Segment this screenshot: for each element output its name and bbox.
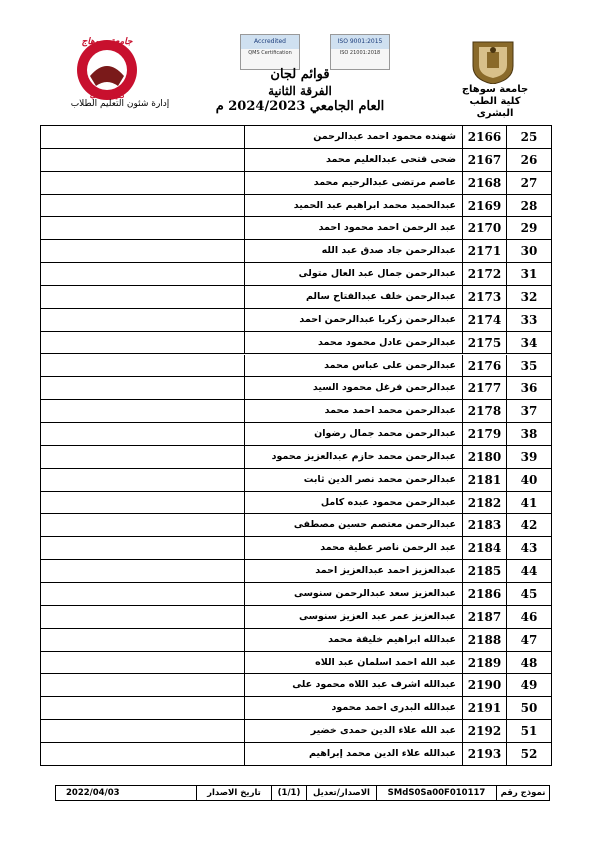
blank-cell [41, 629, 245, 652]
seat-number-cell: 2171 [463, 240, 507, 263]
table-row [41, 583, 551, 606]
blank-cell [41, 560, 245, 583]
student-name-cell: عبدالرحمن خلف عبدالفتاح سالم [245, 286, 463, 309]
blank-cell [41, 697, 245, 720]
table-row [41, 560, 551, 583]
seat-number-cell: 2181 [463, 469, 507, 492]
seat-number-cell: 2187 [463, 606, 507, 629]
university-seal [468, 38, 518, 84]
title-line-1: قوائم لجان [270, 67, 330, 82]
seat-number-cell: 2178 [463, 400, 507, 423]
faculty-title: كلية الطب البشرى [469, 96, 521, 119]
student-name-cell: عبدالعزيز عمر عبد العزيز سنوسى [245, 606, 463, 629]
blank-cell [41, 514, 245, 537]
seat-number-cell: 2180 [463, 446, 507, 469]
blank-cell [41, 583, 245, 606]
seat-number-cell: 2191 [463, 697, 507, 720]
seat-number-cell: 2184 [463, 537, 507, 560]
blank-cell [41, 126, 245, 149]
student-name-cell: شهنده محمود احمد عبدالرحمن [245, 126, 463, 149]
serial-number-cell: 30 [507, 240, 551, 263]
blank-cell [41, 286, 245, 309]
student-name-cell: عبدالرحمن محمد نصر الدين ثابت [245, 469, 463, 492]
blank-cell [41, 537, 245, 560]
serial-number-cell: 41 [507, 492, 551, 515]
blank-cell [41, 423, 245, 446]
serial-number-cell: 42 [507, 514, 551, 537]
serial-number-cell: 29 [507, 217, 551, 240]
table-row [41, 514, 551, 537]
student-name-cell: عبدالرحمن محمد احمد محمد [245, 400, 463, 423]
table-row [41, 743, 551, 766]
table-row [41, 469, 551, 492]
student-name-cell: عبدالرحمن معتصم حسين مصطفى [245, 514, 463, 537]
serial-number-cell: 50 [507, 697, 551, 720]
serial-number-cell: 45 [507, 583, 551, 606]
seat-number-cell: 2185 [463, 560, 507, 583]
table-row [41, 446, 551, 469]
iso-certification-badge: ISO 9001:2015 ISO 21001:2018 [330, 34, 390, 70]
student-name-cell: عبدالعزيز سعد عبدالرحمن سنوسى [245, 583, 463, 606]
seat-number-cell: 2186 [463, 583, 507, 606]
page-header [0, 0, 595, 125]
student-name-cell: عبدالرحمن محمد حازم عبدالعزيز محمود [245, 446, 463, 469]
serial-number-cell: 35 [507, 355, 551, 378]
seat-number-cell: 2170 [463, 217, 507, 240]
blank-cell [41, 172, 245, 195]
seat-number-cell: 2172 [463, 263, 507, 286]
blank-cell [41, 240, 245, 263]
student-name-cell: عبد الرحمن احمد محمود احمد [245, 217, 463, 240]
blank-cell [41, 309, 245, 332]
student-name-cell: عبدالرحمن زكريا عبدالرحمن احمد [245, 309, 463, 332]
svg-text:كلية الطب: كلية الطب [89, 91, 125, 100]
blank-cell [41, 674, 245, 697]
seat-number-cell: 2189 [463, 652, 507, 675]
table-row [41, 309, 551, 332]
serial-number-cell: 44 [507, 560, 551, 583]
blank-cell [41, 720, 245, 743]
department-label: إدارة شئون التعليم الطلاب [70, 99, 170, 109]
seat-number-cell: 2182 [463, 492, 507, 515]
title-line-2: الفرقة الثانية [268, 84, 332, 98]
table-row [41, 286, 551, 309]
table-row [41, 629, 551, 652]
serial-number-cell: 27 [507, 172, 551, 195]
form-number-label: نموذج رقم [496, 786, 549, 800]
serial-number-cell: 52 [507, 743, 551, 766]
table-row [41, 217, 551, 240]
serial-number-cell: 49 [507, 674, 551, 697]
serial-number-cell: 34 [507, 332, 551, 355]
blank-cell [41, 743, 245, 766]
issue-date-label: تاريخ الاصدار [196, 786, 271, 800]
serial-number-cell: 48 [507, 652, 551, 675]
student-name-cell: عبدالرحمن جاد صدق عبد الله [245, 240, 463, 263]
serial-number-cell: 43 [507, 537, 551, 560]
table-row [41, 355, 551, 378]
table-row [41, 240, 551, 263]
serial-number-cell: 38 [507, 423, 551, 446]
student-name-cell: عبدالرحمن جمال عبد العال متولى [245, 263, 463, 286]
table-row [41, 126, 551, 149]
table-row [41, 263, 551, 286]
table-row [41, 537, 551, 560]
seat-number-cell: 2173 [463, 286, 507, 309]
university-name [450, 84, 540, 120]
seat-number-cell: 2166 [463, 126, 507, 149]
serial-number-cell: 36 [507, 377, 551, 400]
qms-certification-badge: Accredited QMS Certification [240, 34, 300, 70]
serial-number-cell: 33 [507, 309, 551, 332]
issue-label: الاصدار/تعديل [306, 786, 376, 800]
committee-list-table [40, 125, 552, 766]
student-name-cell: عبد الله علاء الدين حمدى خضير [245, 720, 463, 743]
blank-cell [41, 217, 245, 240]
seat-number-cell: 2179 [463, 423, 507, 446]
serial-number-cell: 25 [507, 126, 551, 149]
seat-number-cell: 2190 [463, 674, 507, 697]
table-row [41, 697, 551, 720]
blank-cell [41, 332, 245, 355]
blank-cell [41, 492, 245, 515]
seat-number-cell: 2167 [463, 149, 507, 172]
issue-value: (1/1) [271, 786, 306, 800]
blank-cell [41, 469, 245, 492]
table-row [41, 332, 551, 355]
seat-number-cell: 2177 [463, 377, 507, 400]
table-row [41, 377, 551, 400]
student-name-cell: عبدالرحمن فرغل محمود السيد [245, 377, 463, 400]
certification-logos [240, 34, 440, 70]
blank-cell [41, 149, 245, 172]
student-name-cell: عبدالله البدرى احمد محمود [245, 697, 463, 720]
table-row [41, 423, 551, 446]
blank-cell [41, 400, 245, 423]
form-footer [55, 785, 550, 801]
table-row [41, 172, 551, 195]
table-row [41, 149, 551, 172]
table-row [41, 492, 551, 515]
table-row [41, 195, 551, 218]
student-name-cell: عبدالعزيز احمد عبدالعزيز احمد [245, 560, 463, 583]
serial-number-cell: 26 [507, 149, 551, 172]
seat-number-cell: 2193 [463, 743, 507, 766]
student-name-cell: عبدالله اشرف عبد اللاه محمود على [245, 674, 463, 697]
serial-number-cell: 39 [507, 446, 551, 469]
document-title [200, 67, 400, 115]
table-row [41, 674, 551, 697]
student-name-cell: عبدالرحمن محمد جمال رضوان [245, 423, 463, 446]
seat-number-cell: 2175 [463, 332, 507, 355]
issue-date-value: 2022/04/03 [66, 788, 120, 798]
svg-text:جامعة سوهاج: جامعة سوهاج [81, 37, 133, 47]
blank-cell [41, 446, 245, 469]
student-name-cell: عبد الله احمد اسلمان عبد اللاه [245, 652, 463, 675]
seat-number-cell: 2169 [463, 195, 507, 218]
student-name-cell: عبد الرحمن ناصر عطية محمد [245, 537, 463, 560]
university-title: جامعة سوهاج [461, 84, 529, 95]
seat-number-cell: 2176 [463, 355, 507, 378]
blank-cell [41, 377, 245, 400]
serial-number-cell: 28 [507, 195, 551, 218]
serial-number-cell: 40 [507, 469, 551, 492]
serial-number-cell: 32 [507, 286, 551, 309]
table-row [41, 400, 551, 423]
table-row [41, 652, 551, 675]
table-row [41, 720, 551, 743]
seat-number-cell: 2168 [463, 172, 507, 195]
student-name-cell: عبدالله علاء الدين محمد إبراهيم [245, 743, 463, 766]
serial-number-cell: 46 [507, 606, 551, 629]
blank-cell [41, 195, 245, 218]
blank-cell [41, 355, 245, 378]
blank-cell [41, 606, 245, 629]
table-row [41, 606, 551, 629]
medical-faculty-logo [60, 30, 155, 102]
student-name-cell: عاصم مرتضى عبدالرحيم محمد [245, 172, 463, 195]
seat-number-cell: 2183 [463, 514, 507, 537]
student-name-cell: عبدالحميد محمد ابراهيم عبد الحميد [245, 195, 463, 218]
serial-number-cell: 51 [507, 720, 551, 743]
student-name-cell: عبدالرحمن عادل محمود محمد [245, 332, 463, 355]
student-name-cell: عبدالرحمن محمود عبده كامل [245, 492, 463, 515]
student-name-cell: عبدالرحمن على عباس محمد [245, 355, 463, 378]
seat-number-cell: 2192 [463, 720, 507, 743]
blank-cell [41, 652, 245, 675]
student-name-cell: ضحى فتحى عبدالعليم محمد [245, 149, 463, 172]
seat-number-cell: 2188 [463, 629, 507, 652]
serial-number-cell: 31 [507, 263, 551, 286]
title-line-3: العام الجامعي 2024/2023 م [215, 99, 385, 114]
seat-number-cell: 2174 [463, 309, 507, 332]
blank-cell [41, 263, 245, 286]
student-name-cell: عبدالله ابراهيم خليفة محمد [245, 629, 463, 652]
form-number-value: SMdS0Sa00F010117 [376, 786, 496, 800]
serial-number-cell: 37 [507, 400, 551, 423]
serial-number-cell: 47 [507, 629, 551, 652]
